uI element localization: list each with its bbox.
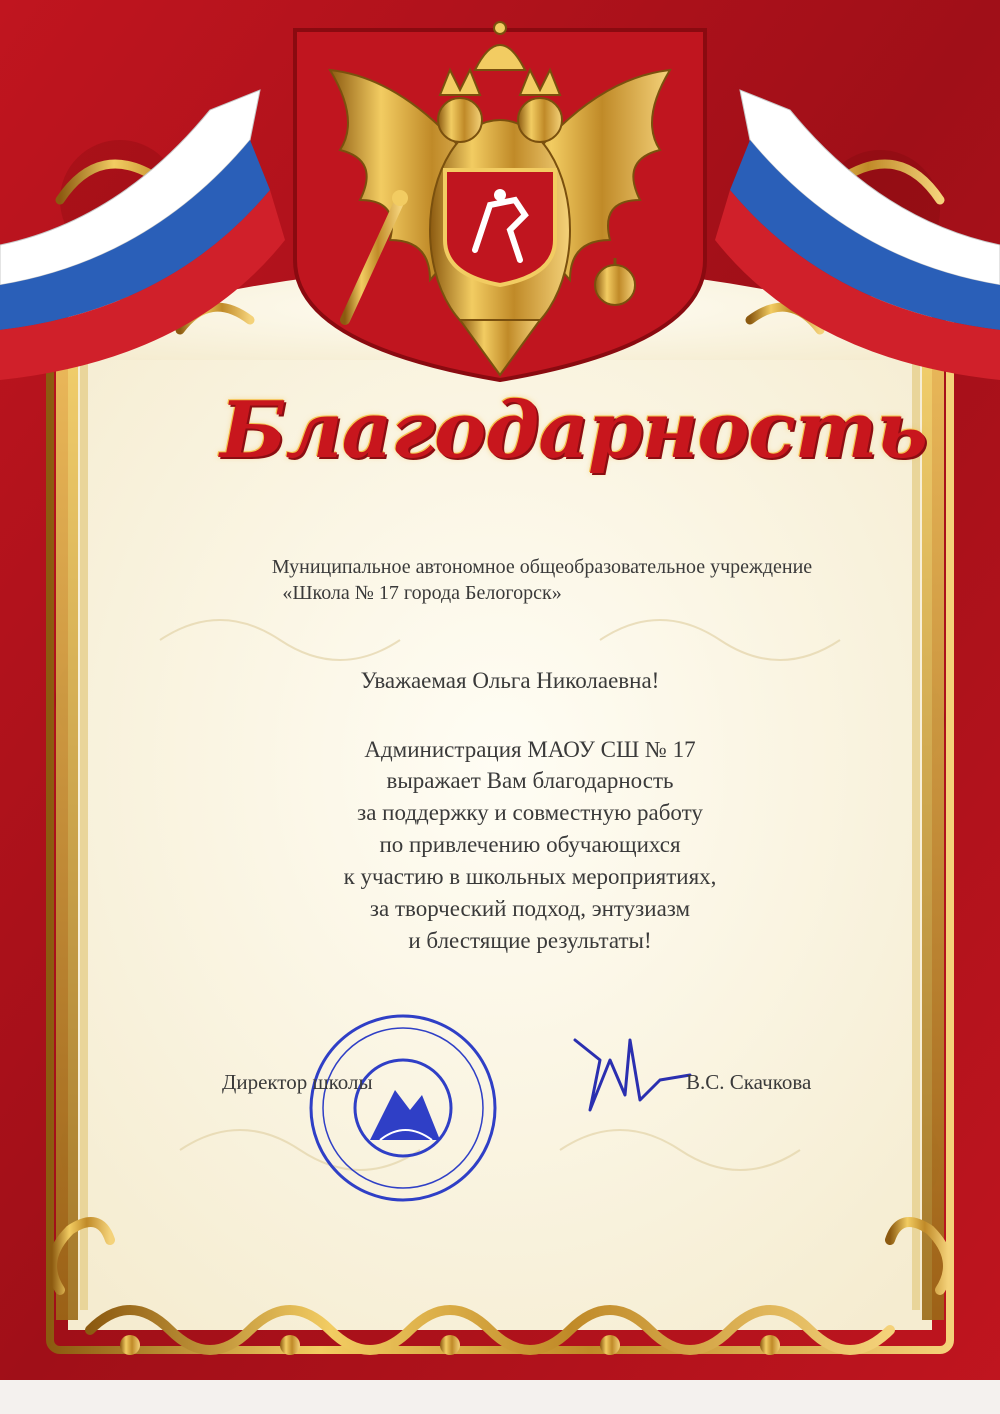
body-line: за поддержку и совместную работу xyxy=(357,800,703,825)
body-line: выражает Вам благодарность xyxy=(386,768,674,793)
body-line: по привлечению обучающихся xyxy=(379,832,681,857)
body-line: и блестящие результаты! xyxy=(408,928,652,953)
body-line: Администрация МАОУ СШ № 17 xyxy=(364,737,696,762)
school-name: «Школа № 17 города Белогорск» xyxy=(282,582,562,604)
body-line: за творческий подход, энтузиазм xyxy=(369,896,691,921)
institution-name: Муниципальное автономное общеобразовательное учреждение xyxy=(271,556,813,578)
body-line: к участию в школьных мероприятиях, xyxy=(343,864,717,889)
greeting: Уважаемая Ольга Николаевна! xyxy=(360,668,660,693)
director-label: Директор школы xyxy=(222,1070,373,1094)
director-name: В.С. Скачкова xyxy=(686,1070,812,1094)
certificate-heading: Благодарность xyxy=(220,385,927,476)
